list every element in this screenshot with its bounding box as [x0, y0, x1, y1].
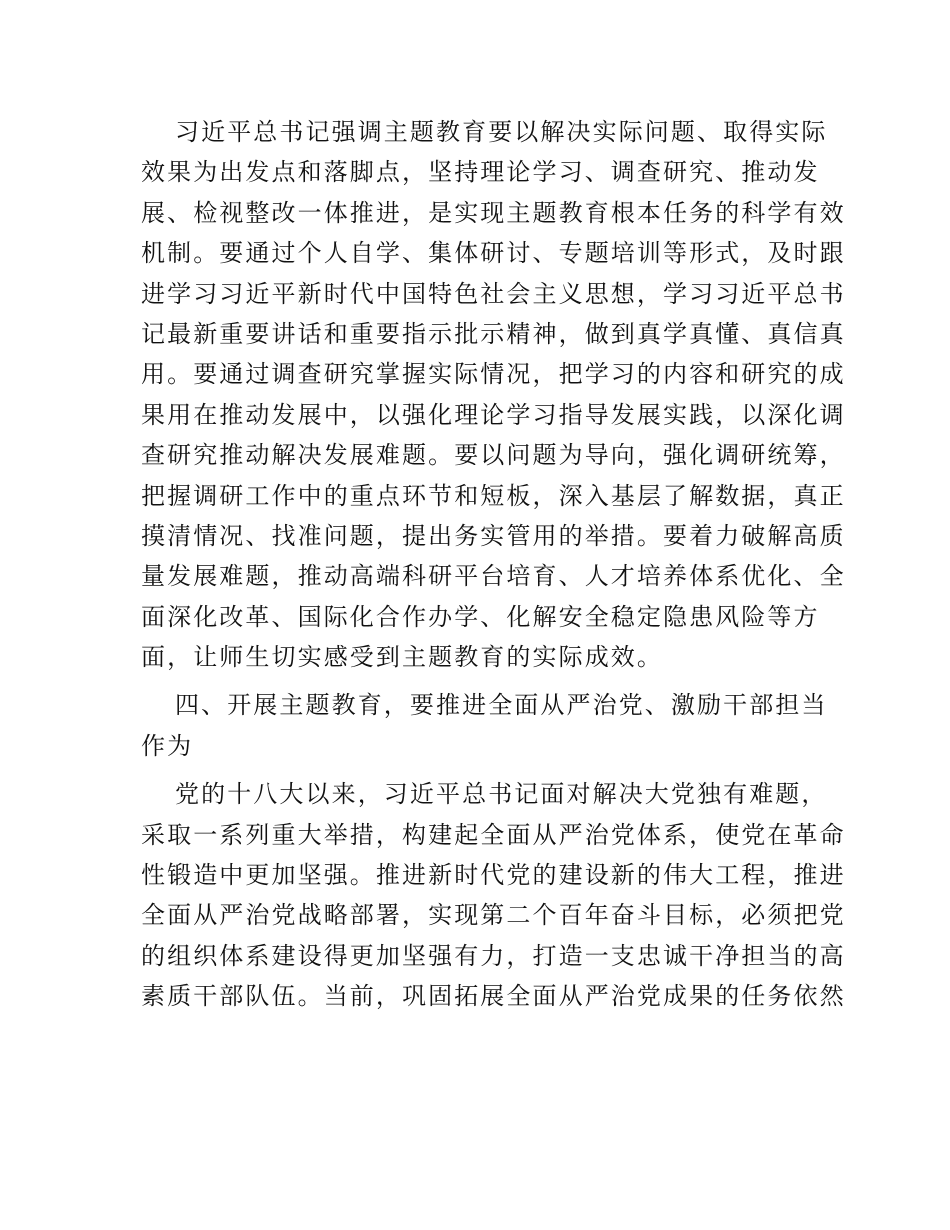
text-line: 机制。要通过个人自学、集体研讨、专题培训等形式，及时跟 [141, 239, 846, 268]
text-line: 记最新重要讲话和重要指示批示精神，做到真学真懂、真信真 [141, 319, 846, 348]
text-line: 摸清情况、找准问题，提出务实管用的举措。要着力破解高质 [141, 521, 846, 550]
text-line: 把握调研工作中的重点环节和短板，深入基层了解数据，真正 [141, 481, 846, 510]
section-heading [141, 685, 828, 766]
text-line: 查研究推动解决发展难题。要以问题为导向，强化调研统筹， [141, 441, 846, 470]
paragraph-2 [141, 774, 846, 1016]
text-line: 面深化改革、国际化合作办学、化解安全稳定隐患风险等方 [141, 602, 820, 631]
paragraph-1 [141, 112, 846, 677]
text-line: 党的十八大以来，习近平总书记面对解决大党独有难题， [175, 780, 828, 809]
text-line: 量发展难题，推动高端科研平台培育、人才培养体系优化、全 [141, 562, 846, 591]
text-line: 面，让师生切实感受到主题教育的实际成效。 [141, 643, 663, 672]
heading-line: 作为 [141, 731, 194, 760]
text-line: 进学习习近平新时代中国特色社会主义思想，学习习近平总书 [141, 279, 846, 308]
text-line: 全面从严治党战略部署，实现第二个百年奋斗目标，必须把党 [141, 901, 846, 930]
text-line: 的组织体系建设得更加坚强有力，打造一支忠诚干净担当的高 [141, 941, 846, 970]
text-line: 效果为出发点和落脚点，坚持理论学习、调查研究、推动发 [141, 158, 820, 187]
text-line: 素质干部队伍。当前，巩固拓展全面从严治党成果的任务依然 [141, 982, 846, 1011]
document-body [141, 112, 846, 1017]
text-line: 果用在推动发展中，以强化理论学习指导发展实践，以深化调 [141, 400, 846, 429]
text-line: 性锻造中更加坚强。推进新时代党的建设新的伟大工程，推进 [141, 861, 846, 890]
text-line: 采取一系列重大举措，构建起全面从严治党体系，使党在革命 [141, 820, 846, 849]
text-line: 展、检视整改一体推进，是实现主题教育根本任务的科学有效 [141, 198, 846, 227]
text-line: 用。要通过调查研究掌握实际情况，把学习的内容和研究的成 [141, 360, 846, 389]
text-line: 习近平总书记强调主题教育要以解决实际问题、取得实际 [175, 118, 828, 146]
heading-line: 四、开展主题教育，要推进全面从严治党、激励干部担当 [175, 691, 828, 720]
